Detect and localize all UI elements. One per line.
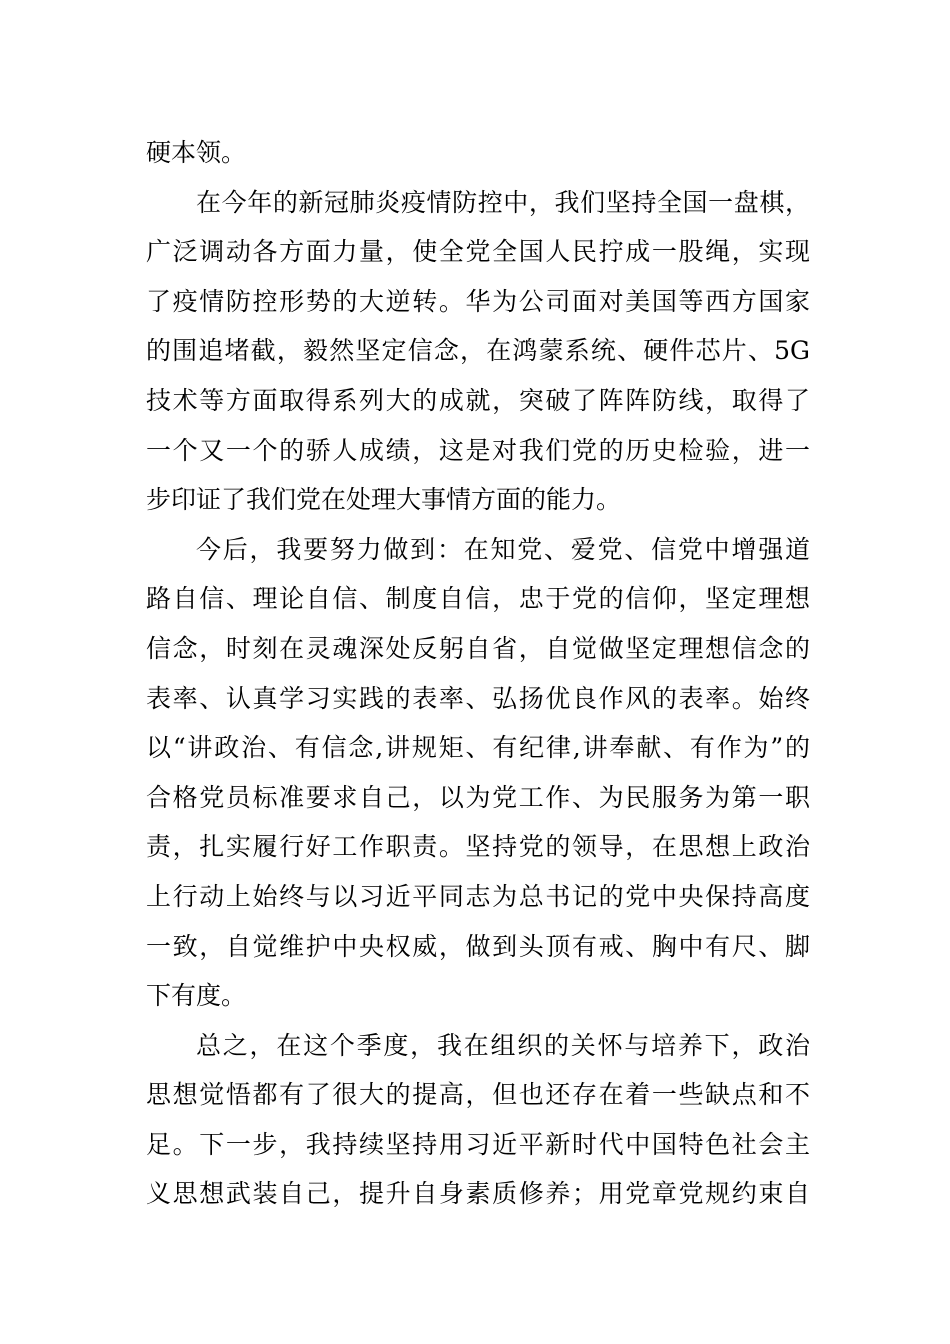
text-line: 硬本领。 xyxy=(146,138,247,167)
document-body xyxy=(146,128,810,1219)
text-line: 信念，时刻在灵魂深处反躬自省，自觉做坚定理想信念的 xyxy=(146,633,810,663)
text-line: 责，扎实履行好工作职责。坚持党的领导，在思想上政治 xyxy=(146,832,810,862)
text-line: 表率、认真学习实践的表率、弘扬优良作风的表率。始终 xyxy=(146,683,810,713)
text-line: 总之，在这个季度，我在组织的关怀与培养下，政治 xyxy=(196,1030,810,1060)
text-line: 足。下一步，我持续坚持用习近平新时代中国特色社会主 xyxy=(146,1129,810,1159)
text-line: 的围追堵截，毅然坚定信念，在鸿蒙系统、硬件芯片、5G xyxy=(146,336,810,366)
text-line: 步印证了我们党在处理大事情方面的能力。 xyxy=(146,485,622,515)
text-line: 以“讲政治、有信念,讲规矩、有纪律,讲奉献、有作为”的 xyxy=(146,733,810,763)
text-line: 路自信、理论自信、制度自信，忠于党的信仰，坚定理想 xyxy=(146,584,810,614)
text-line: 了疫情防控形势的大逆转。华为公司面对美国等西方国家 xyxy=(146,286,810,316)
text-line: 广泛调动各方面力量，使全党全国人民拧成一股绳，实现 xyxy=(146,237,810,267)
text-line: 一个又一个的骄人成绩，这是对我们党的历史检验，进一 xyxy=(146,435,810,465)
text-line: 技术等方面取得系列大的成就，突破了阵阵防线，取得了 xyxy=(146,385,810,415)
text-line: 一致，自觉维护中央权威，做到头顶有戒、胸中有尺、脚 xyxy=(146,931,810,961)
text-line: 上行动上始终与以习近平同志为总书记的党中央保持高度 xyxy=(146,881,810,911)
text-line: 合格党员标准要求自己，以为党工作、为民服务为第一职 xyxy=(146,782,810,812)
text-line: 下有度。 xyxy=(146,981,247,1011)
text-line: 在今年的新冠肺炎疫情防控中，我们坚持全国一盘棋， xyxy=(196,187,810,217)
text-line: 今后，我要努力做到：在知党、爱党、信党中增强道 xyxy=(196,534,810,564)
text-line: 思想觉悟都有了很大的提高，但也还存在着一些缺点和不 xyxy=(146,1080,810,1110)
text-line: 义思想武装自己，提升自身素质修养；用党章党规约束自 xyxy=(146,1179,810,1209)
